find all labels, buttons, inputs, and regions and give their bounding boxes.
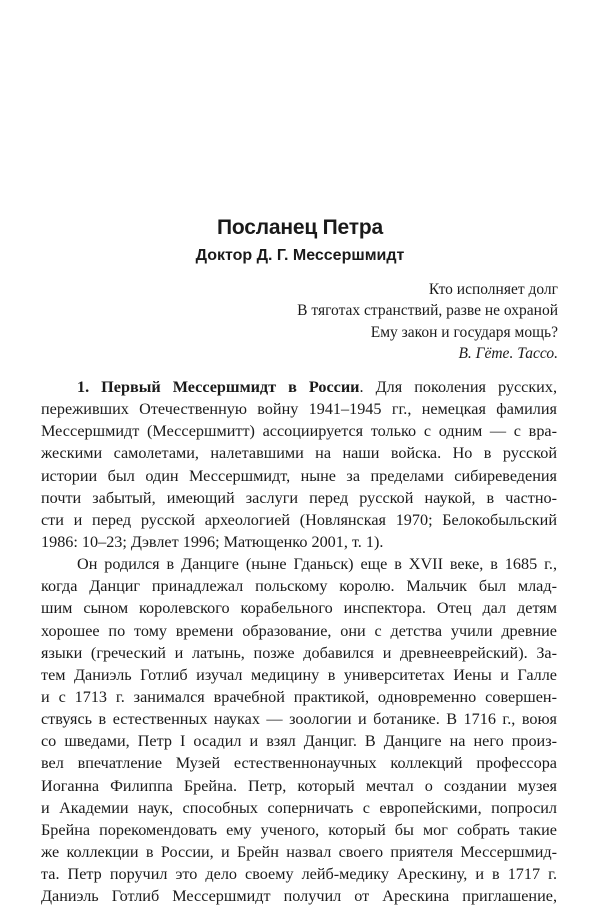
paragraph-line: Брейна порекомендовать ему ученого, который бы мог собрать такие <box>41 820 557 839</box>
paragraph-line: шим сыном королевского корабельного инспектора. Отец дал детям <box>41 599 557 618</box>
paragraph-line: почти забытый, имеющий заслуги перед русской наукой, в частно- <box>41 488 557 507</box>
epigraph-attribution: В. Гёте. Тассо. <box>458 344 558 362</box>
epigraph <box>198 279 558 364</box>
paragraph-line: Даниэль Готлиб Мессершмидт получил от Арескина приглашение, <box>41 887 557 906</box>
paragraph-line <box>41 376 557 398</box>
paragraph-line: истории был один Мессершмидт, ныне за пределами сибиреведения <box>41 466 557 485</box>
paragraph-line: переживших Отечественную войну 1941–1945 гг., немецкая фамилия <box>41 400 557 419</box>
epigraph-line: Кто исполняет долг <box>428 281 558 298</box>
paragraph-line: когда Данциг принадлежал польскому королю. Мальчик был млад- <box>41 577 557 596</box>
paragraph-line: 1986: 10–23; Дэвлет 1996; Матющенко 2001, т. 1). <box>41 532 384 551</box>
paragraph-line: и Академии наук, способных соперничать с европейскими, попросил <box>41 798 557 817</box>
paragraph-line: ствуясь в естественных науках — зоологии и ботанике. В 1716 г., воюя <box>41 710 557 729</box>
paragraph-line: хорошее по тому времени образование, они с детства учили древние <box>41 621 557 640</box>
paragraph-line: тем Даниэль Готлиб изучал медицину в университетах Иены и Галле <box>41 665 557 684</box>
epigraph-line: Ему закон и государя мощь? <box>370 323 558 341</box>
body-text <box>41 376 557 907</box>
paragraph-line: вел впечатление Музей естественнонаучных коллекций профессора <box>41 754 557 773</box>
paragraph-text: . Для поколения русских, <box>359 378 557 396</box>
paragraph-line: же коллекции в России, и Брейн назвал своего приятеля Мессершмид- <box>41 842 557 861</box>
paragraph-line: та. Петр поручил это дело своему лейб-медику Арескину, и в 1717 г. <box>41 865 557 884</box>
paragraph-line: Мессершмидт (Мессершмитт) ассоциируется только с одним — с вра- <box>41 422 557 441</box>
paragraph-line: языки (греческий и латынь, позже добавился и древнееврейский). За- <box>41 643 557 662</box>
chapter-subtitle: Доктор Д. Г. Мессершмидт <box>195 247 405 264</box>
epigraph-line: В тяготах странствий, разве не охраной <box>297 302 558 320</box>
paragraph-line: со шведами, Петр I осадил и взял Данциг. В Данциге на него произ- <box>41 732 557 751</box>
section-heading: 1. Первый Мессершмидт в России <box>77 378 360 396</box>
paragraph-line: и с 1713 г. занимался врачебной практикой, одновременно совершен- <box>41 687 557 706</box>
paragraph-line: Иоганна Филиппа Брейна. Петр, который мечтал о создании музея <box>41 776 557 795</box>
paragraph-line: жескими самолетами, налетавшими на наши войска. Но в русской <box>41 444 557 463</box>
paragraph-line: Он родился в Данциге (ныне Гданьск) еще в XVII веке, в 1685 г., <box>77 555 557 574</box>
paragraph-line: сти и перед русской археологией (Новлянская 1970; Белокобыльский <box>41 510 557 529</box>
chapter-title: Посланец Петра <box>217 216 383 239</box>
